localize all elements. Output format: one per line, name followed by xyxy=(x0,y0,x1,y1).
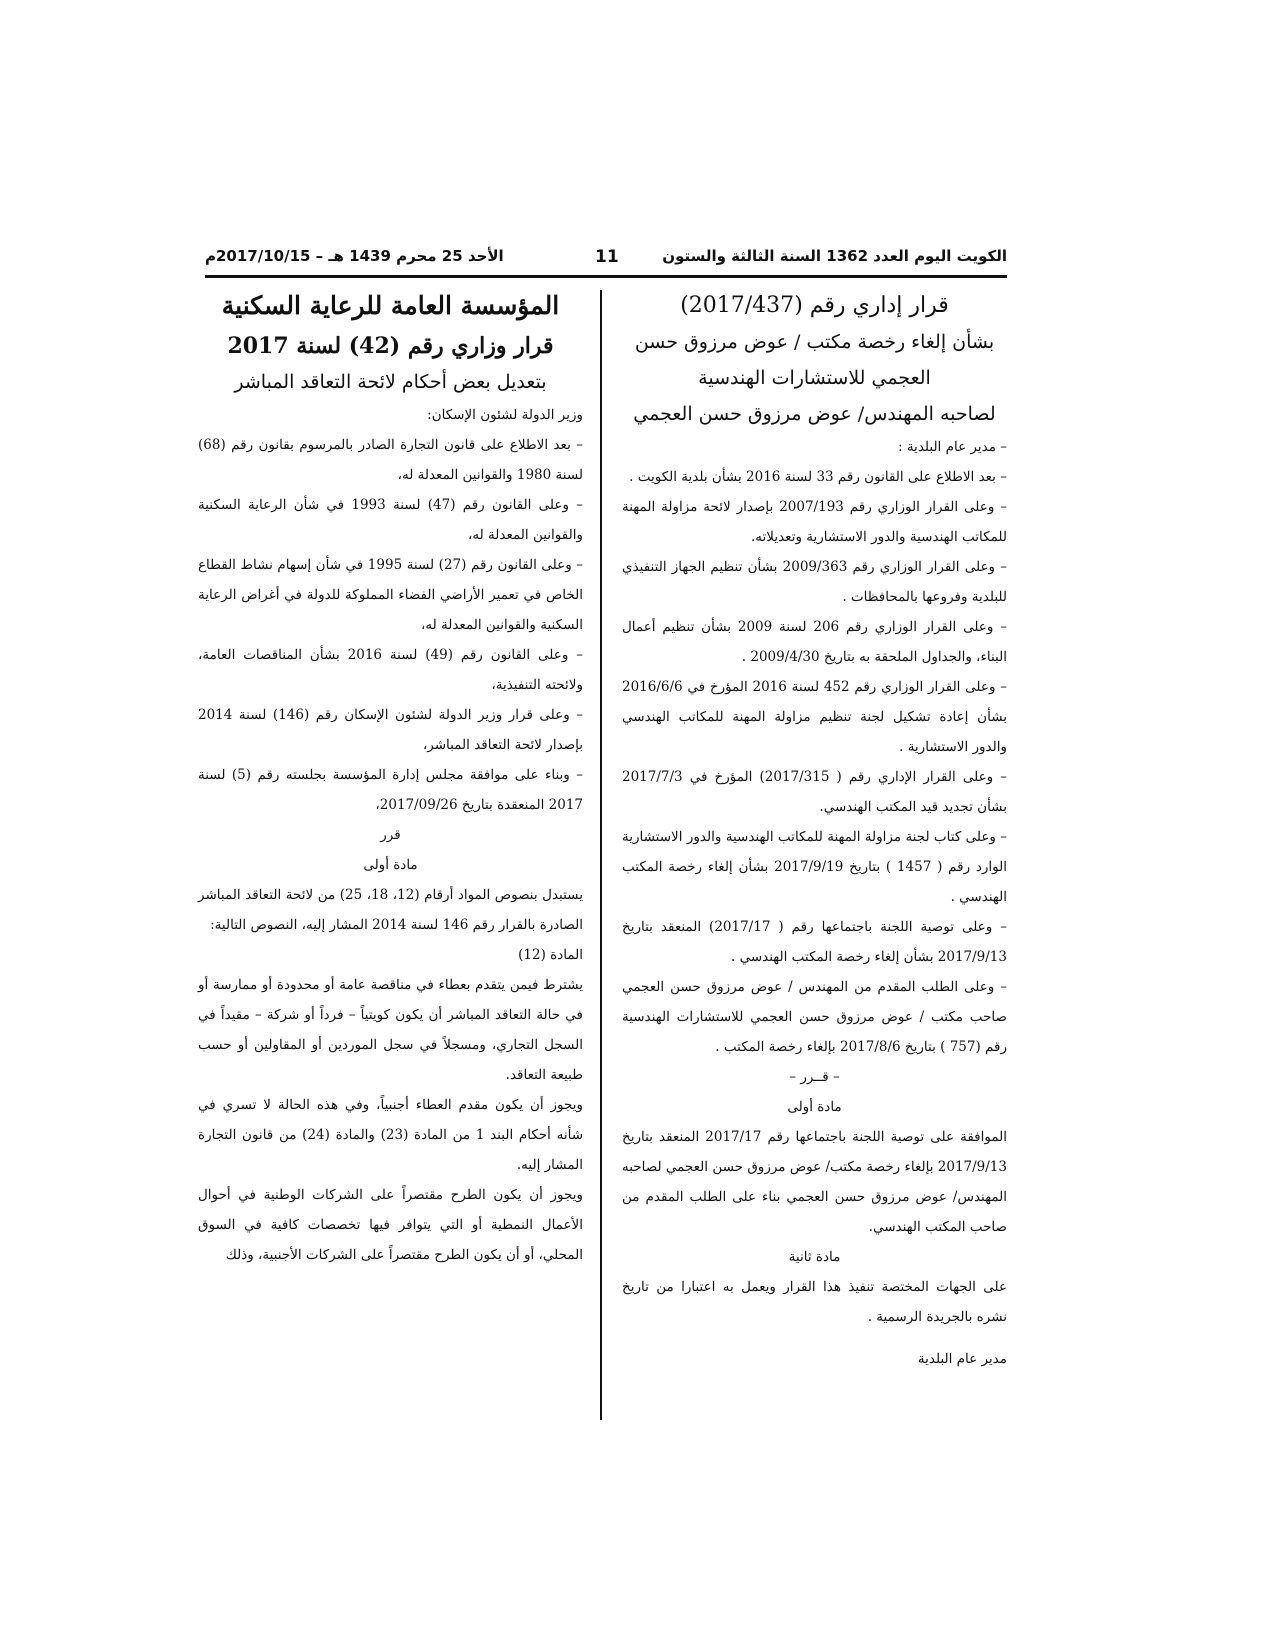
preamble-item: – وعلى القرار الوزاري رقم 2009/363 بشأن تنظيم الجهاز التنفيذي للبلدية وفروعها بالمحافظات . xyxy=(622,559,1007,605)
decision-subtitle: بتعديل بعض أحكام لائحة التعاقد المباشر xyxy=(234,371,547,393)
column-divider xyxy=(600,290,602,1420)
preamble-item: – وعلى كتاب لجنة مزاولة المهنة للمكاتب الهندسية والدور الاستشارية الوارد رقم ( 1457 ) بتاريخ 2017/9/19 بشأن إلغاء رخصة المكتب الهندسي . xyxy=(622,829,1007,905)
opening-line: وزير الدولة لشئون الإسكان: xyxy=(427,407,583,423)
preamble-item: – وعلى القرار الوزاري رقم 452 لسنة 2016 المؤرخ في 2016/6/6 بشأن إعادة تشكيل لجنة تنظيم مزاولة المهنة للمكاتب الهندسي والدور الاستشارية . xyxy=(622,679,1007,755)
article-heading: مادة أولى xyxy=(363,857,418,873)
article-text: يستبدل بنصوص المواد أرقام (12، 18، 25) من لائحة التعاقد المباشر الصادرة بالقرار رقم 146 لسنة 2014 المشار إليه، النصوص التالية: xyxy=(198,887,583,933)
article-paragraph: ويجوز أن يكون مقدم العطاء أجنبياً، وفي هذه الحالة لا تسري في شأنه أحكام البند 1 من المادة (23) والمادة (24) من قانون التجارة المشار إليه. xyxy=(198,1097,584,1173)
preamble-item: – وعلى الطلب المقدم من المهندس / عوض مرزوق حسن العجمي صاحب مكتب / عوض مرزوق حسن العجمي للاستشارات الهندسية رقم (757 ) بتاريخ 2017/8/6 بإلغاء رخصة المكتب . xyxy=(622,979,1007,1055)
decision-heading: – قــرر – xyxy=(789,1069,840,1085)
preamble-item: – بعد الاطلاع على قانون التجارة الصادر بالمرسوم بقانون رقم (68) لسنة 1980 والقوانين المعدلة له، xyxy=(198,437,583,483)
decision-subtitle-1: بشأن إلغاء رخصة مكتب / عوض مرزوق حسن xyxy=(634,331,995,353)
decision-subtitle-2: العجمي للاستشارات الهندسية xyxy=(698,367,931,389)
opening-line: – مدير عام البلدية : xyxy=(897,439,1007,455)
article-text: على الجهات المختصة تنفيذ هذا القرار ويعمل به اعتبارا من تاريخ نشره بالجريدة الرسمية . xyxy=(622,1279,1007,1325)
decision-subtitle-3: لصاحبه المهندس/ عوض مرزوق حسن العجمي xyxy=(633,403,996,425)
preamble-item: – وعلى قرار وزير الدولة لشئون الإسكان رقم (146) لسنة 2014 بإصدار لائحة التعاقد المباشر، xyxy=(198,707,583,753)
decision-title: قرار إداري رقم (2017/437) xyxy=(680,293,949,318)
header-publication-info: الكويت اليوم العدد 1362 السنة الثالثة والستون xyxy=(662,247,1007,265)
decision-title: قرار وزاري رقم (42) لسنة 2017 xyxy=(227,333,554,359)
article-heading: مادة أولى xyxy=(787,1099,842,1115)
header-divider xyxy=(205,275,1007,278)
preamble-item: – وعلى القرار الإداري رقم ( 2017/315) المؤرخ في 2017/7/3 بشأن تجديد قيد المكتب الهندسي. xyxy=(622,769,1007,815)
preamble-item: – وعلى القرار الوزاري رقم 206 لسنة 2009 بشأن تنظيم أعمال البناء، والجداول الملحقة به بتاريخ 2009/4/30 . xyxy=(622,619,1007,665)
page-number: 11 xyxy=(595,247,619,267)
right-column xyxy=(622,288,1007,1372)
preamble-item: – وعلى القانون رقم (47) لسنة 1993 في شأن الرعاية السكنية والقوانين المعدلة له، xyxy=(198,497,583,543)
decision-heading: قرر xyxy=(380,827,401,843)
article-paragraph: ويجوز أن يكون الطرح مقتصراً على الشركات الوطنية في أحوال الأعمال النمطية أو التي يتوافر فيها تخصصات كافية في السوق المحلي، أو أن يكون الطرح مقتصراً على الشركات الأجنبية، وذلك xyxy=(198,1187,583,1263)
preamble-item: – وعلى القانون رقم (49) لسنة 2016 بشأن المناقصات العامة، ولائحته التنفيذية، xyxy=(198,647,583,693)
header-date: الأحد 25 محرم 1439 هـ – 2017/10/15م xyxy=(205,247,504,265)
preamble-item: – وعلى توصية اللجنة باجتماعها رقم ( 2017/17) المنعقد بتاريخ 2017/9/13 بشأن إلغاء رخصة المكتب الهندسي . xyxy=(622,919,1007,965)
preamble-item: – وبناء على موافقة مجلس إدارة المؤسسة بجلسته رقم (5) لسنة 2017 المنعقدة بتاريخ 2017/09/26، xyxy=(198,767,583,813)
preamble-item: – وعلى القرار الوزاري رقم 2007/193 بإصدار لائحة مزاولة المهنة للمكاتب الهندسية والدور الاستشارية وتعديلاته. xyxy=(622,499,1007,545)
preamble-item: – بعد الاطلاع على القانون رقم 33 لسنة 2016 بشأن بلدية الكويت . xyxy=(629,469,1007,485)
organization-title: المؤسسة العامة للرعاية السكنية xyxy=(221,291,560,320)
article-heading: مادة ثانية xyxy=(788,1249,841,1265)
page-header xyxy=(205,247,1007,277)
signature: مدير عام البلدية xyxy=(917,1351,1007,1367)
article-paragraph: يشترط فيمن يتقدم بعطاء في مناقصة عامة أو محدودة أو ممارسة أو في حالة التعاقد المباشر أن يكون كويتياً – فرداً أو شركة – مقيداً في السجل التجاري، ومسجلاً في سجل الموردين أو المقاولين أو حسب طبيعة التعاقد. xyxy=(198,977,583,1083)
article-text: الموافقة على توصية اللجنة باجتماعها رقم 2017/17 المنعقد بتاريخ 2017/9/13 بإلغاء رخصة مكتب/ عوض مرزوق حسن العجمي لصاحبه المهندس/ عوض مرزوق حسن العجمي بناء على الطلب المقدم من صاحب المكتب الهندسي. xyxy=(622,1129,1007,1235)
preamble-item: – وعلى القانون رقم (27) لسنة 1995 في شأن إسهام نشاط القطاع الخاص في تعمير الأراضي الفضاء المملوكة للدولة في أغراض الرعاية السكنية والقوانين المعدلة له، xyxy=(198,557,584,633)
left-column xyxy=(198,288,583,1270)
article-heading: المادة (12) xyxy=(518,947,583,963)
